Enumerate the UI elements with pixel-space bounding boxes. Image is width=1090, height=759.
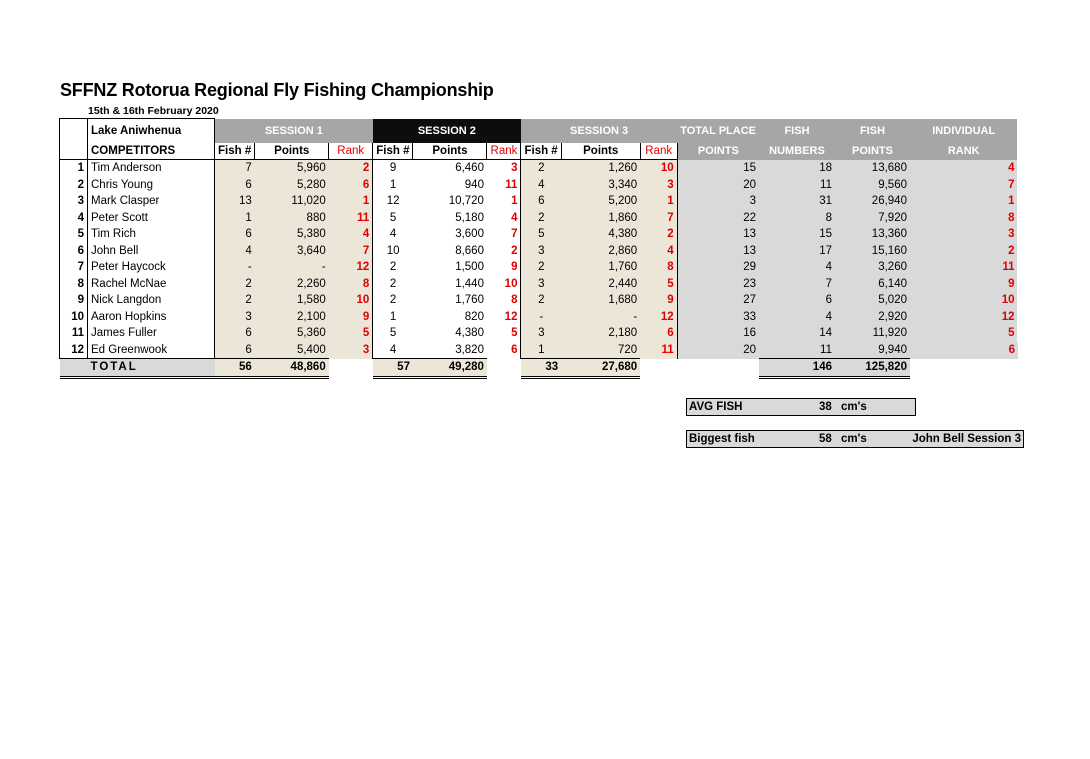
total-place-header-1: TOTAL PLACE xyxy=(677,119,759,143)
s3-points: 1,860 xyxy=(561,210,640,227)
s3-rank: 9 xyxy=(640,292,677,309)
total-place-points: 23 xyxy=(677,276,759,293)
s1-fish: 2 xyxy=(215,292,255,309)
s1-rank: 3 xyxy=(329,342,373,359)
s1-rank: 8 xyxy=(329,276,373,293)
s1-fish: 7 xyxy=(215,160,255,177)
fish-numbers-header-1: FISH xyxy=(759,119,835,143)
biggest-fish-unit: cm's xyxy=(841,433,867,445)
total-s1-points: 48,860 xyxy=(255,359,329,378)
total-place-points: 20 xyxy=(677,177,759,194)
s2-rank: 6 xyxy=(487,342,521,359)
s2-points: 3,820 xyxy=(455,343,484,356)
row-number: 4 xyxy=(60,210,88,227)
s1-points: 880 xyxy=(255,210,329,227)
session-3-header: SESSION 3 xyxy=(521,119,677,143)
s1-fish: 4 xyxy=(215,243,255,260)
s1-fish: 6 xyxy=(215,325,255,342)
s3-points: 4,380 xyxy=(561,226,640,243)
no-header xyxy=(60,143,88,160)
s1-rank: 6 xyxy=(329,177,373,194)
individual-rank-header-2: RANK xyxy=(910,143,1018,160)
s1-points: 5,380 xyxy=(255,226,329,243)
individual-rank: 6 xyxy=(910,342,1018,359)
competitor-name: Mark Clasper xyxy=(88,193,215,210)
s3-fish: 2 xyxy=(521,210,561,227)
fish-points: 7,920 xyxy=(835,210,910,227)
s3-rank: 4 xyxy=(640,243,677,260)
s2-rank: 9 xyxy=(487,259,521,276)
row-number: 12 xyxy=(60,342,88,359)
s1-fish: 3 xyxy=(215,309,255,326)
competitors-header: COMPETITORS xyxy=(88,143,215,160)
session-1-header: SESSION 1 xyxy=(215,119,373,143)
s2-points: 1,440 xyxy=(455,277,484,290)
s2-fish: 4 xyxy=(389,228,397,241)
s1-fish-header: Fish # xyxy=(215,143,255,160)
s3-fish: 3 xyxy=(521,325,561,342)
s2-rank: 7 xyxy=(487,226,521,243)
s3-points: 2,180 xyxy=(561,325,640,342)
s2-rank: 8 xyxy=(487,292,521,309)
s1-rank: 2 xyxy=(329,160,373,177)
s2-points: 8,660 xyxy=(455,244,484,257)
table-row xyxy=(60,160,1018,177)
s3-fish: 5 xyxy=(521,226,561,243)
s2-points: 3,600 xyxy=(455,228,484,241)
s1-points: 5,360 xyxy=(255,325,329,342)
biggest-fish-box xyxy=(686,430,1024,448)
fish-points: 3,260 xyxy=(835,259,910,276)
individual-rank: 1 xyxy=(910,193,1018,210)
s3-points-header: Points xyxy=(561,143,640,160)
competitor-name: Chris Young xyxy=(88,177,215,194)
total-place-points: 16 xyxy=(677,325,759,342)
biggest-fish-label: Biggest fish xyxy=(689,433,755,445)
s2-points: 1,760 xyxy=(455,294,484,307)
total-place-points: 20 xyxy=(677,342,759,359)
competitor-name: Rachel McNae xyxy=(88,276,215,293)
s3-rank: 10 xyxy=(640,160,677,177)
s2-points: 10,720 xyxy=(448,195,484,208)
individual-rank: 11 xyxy=(910,259,1018,276)
s3-rank: 3 xyxy=(640,177,677,194)
s2-fish: 12 xyxy=(386,195,400,208)
s1-rank: 12 xyxy=(329,259,373,276)
individual-rank: 5 xyxy=(910,325,1018,342)
individual-rank: 9 xyxy=(910,276,1018,293)
s1-points: 11,020 xyxy=(255,193,329,210)
s2-rank: 12 xyxy=(487,309,521,326)
s2-fish: 1 xyxy=(389,178,397,191)
corner-cell xyxy=(60,119,88,143)
s3-points: 3,340 xyxy=(561,177,640,194)
table-row xyxy=(60,243,1018,260)
fish-points: 9,940 xyxy=(835,342,910,359)
individual-rank-header-1: INDIVIDUAL xyxy=(910,119,1018,143)
avg-fish-label: AVG FISH xyxy=(689,401,743,413)
total-s3-points: 27,680 xyxy=(561,359,640,378)
s3-rank: 6 xyxy=(640,325,677,342)
s1-rank: 7 xyxy=(329,243,373,260)
total-place-points: 22 xyxy=(677,210,759,227)
row-number: 10 xyxy=(60,309,88,326)
s1-points: 1,580 xyxy=(255,292,329,309)
s2-rank: 3 xyxy=(487,160,521,177)
s2-fish-header: Fish # xyxy=(373,143,413,160)
individual-rank: 10 xyxy=(910,292,1018,309)
s2-rank: 11 xyxy=(487,177,521,194)
s1-fish: 6 xyxy=(215,342,255,359)
total-s2-fish: 57 xyxy=(373,359,413,378)
competitor-name: John Bell xyxy=(88,243,215,260)
fish-numbers: 6 xyxy=(759,292,835,309)
competitor-name: Tim Anderson xyxy=(88,160,215,177)
fish-numbers: 15 xyxy=(759,226,835,243)
s1-points: 5,400 xyxy=(255,342,329,359)
table-row xyxy=(60,226,1018,243)
results-table xyxy=(59,118,1018,379)
page-title: SFFNZ Rotorua Regional Fly Fishing Championship xyxy=(60,80,494,100)
row-number: 9 xyxy=(60,292,88,309)
biggest-fish-holder: John Bell Session 3 xyxy=(912,433,1021,445)
total-fish-points: 125,820 xyxy=(835,359,910,378)
row-number: 2 xyxy=(60,177,88,194)
s2-fish: 5 xyxy=(389,211,397,224)
row-number: 7 xyxy=(60,259,88,276)
s2-fish: 2 xyxy=(389,261,397,274)
competitor-name: Peter Scott xyxy=(88,210,215,227)
individual-rank: 4 xyxy=(910,160,1018,177)
fish-points: 13,360 xyxy=(835,226,910,243)
s2-fish: 10 xyxy=(386,244,400,257)
s1-rank-header: Rank xyxy=(329,143,373,160)
fish-numbers-header-2: NUMBERS xyxy=(759,143,835,160)
total-label: TOTAL xyxy=(88,359,215,378)
row-number: 5 xyxy=(60,226,88,243)
event-dates: 15th & 16th February 2020 xyxy=(88,105,219,117)
s1-rank: 1 xyxy=(329,193,373,210)
row-number: 11 xyxy=(60,325,88,342)
competitor-name: James Fuller xyxy=(88,325,215,342)
s2-fish: 1 xyxy=(389,310,397,323)
s3-rank: 2 xyxy=(640,226,677,243)
s2-points: 6,460 xyxy=(455,162,484,175)
table-row xyxy=(60,292,1018,309)
s3-fish: 6 xyxy=(521,193,561,210)
s3-fish: 3 xyxy=(521,276,561,293)
competitor-name: Aaron Hopkins xyxy=(88,309,215,326)
venue-label: Lake Aniwhenua xyxy=(88,119,215,143)
fish-numbers: 8 xyxy=(759,210,835,227)
s3-points: 1,260 xyxy=(561,160,640,177)
s1-fish: 1 xyxy=(215,210,255,227)
s3-fish: - xyxy=(521,309,561,326)
s1-points: - xyxy=(255,259,329,276)
individual-rank: 3 xyxy=(910,226,1018,243)
s2-points: 820 xyxy=(464,310,484,323)
s3-fish: 2 xyxy=(521,160,561,177)
total-place-points: 13 xyxy=(677,243,759,260)
s3-fish: 2 xyxy=(521,292,561,309)
avg-fish-unit: cm's xyxy=(841,401,867,413)
s2-rank: 5 xyxy=(487,325,521,342)
s2-rank-header: Rank xyxy=(487,143,521,160)
s3-fish: 1 xyxy=(521,342,561,359)
total-fish-numbers: 146 xyxy=(759,359,835,378)
fish-points: 2,920 xyxy=(835,309,910,326)
table-row xyxy=(60,342,1018,359)
s2-fish: 2 xyxy=(389,277,397,290)
individual-rank: 2 xyxy=(910,243,1018,260)
competitor-name: Tim Rich xyxy=(88,226,215,243)
individual-rank: 7 xyxy=(910,177,1018,194)
fish-numbers: 7 xyxy=(759,276,835,293)
fish-points: 26,940 xyxy=(835,193,910,210)
s3-points: 1,680 xyxy=(561,292,640,309)
s3-points: 1,760 xyxy=(561,259,640,276)
s2-points: 940 xyxy=(464,178,484,191)
fish-numbers: 11 xyxy=(759,342,835,359)
row-number: 1 xyxy=(60,160,88,177)
s3-rank: 1 xyxy=(640,193,677,210)
fish-points: 13,680 xyxy=(835,160,910,177)
fish-points: 5,020 xyxy=(835,292,910,309)
s3-rank: 7 xyxy=(640,210,677,227)
row-number: 3 xyxy=(60,193,88,210)
total-s1-fish: 56 xyxy=(215,359,255,378)
s1-rank: 10 xyxy=(329,292,373,309)
fish-points-header-1: FISH xyxy=(835,119,910,143)
avg-fish-box xyxy=(686,398,916,416)
s3-rank-header: Rank xyxy=(640,143,677,160)
s1-points: 5,960 xyxy=(255,160,329,177)
s2-fish: 4 xyxy=(389,343,397,356)
s1-fish: 6 xyxy=(215,226,255,243)
s3-fish-header: Fish # xyxy=(521,143,561,160)
s2-rank: 4 xyxy=(487,210,521,227)
competitor-name: Nick Langdon xyxy=(88,292,215,309)
s1-fish: - xyxy=(215,259,255,276)
fish-numbers: 4 xyxy=(759,309,835,326)
competitor-name: Ed Greenwook xyxy=(88,342,215,359)
s2-fish: 5 xyxy=(389,327,397,340)
total-place-points: 13 xyxy=(677,226,759,243)
total-place-points: 3 xyxy=(677,193,759,210)
fish-points-header-2: POINTS xyxy=(835,143,910,160)
s1-rank: 11 xyxy=(329,210,373,227)
table-row xyxy=(60,193,1018,210)
fish-points: 11,920 xyxy=(835,325,910,342)
s3-points: 2,440 xyxy=(561,276,640,293)
s1-fish: 13 xyxy=(215,193,255,210)
s3-points: 720 xyxy=(561,342,640,359)
s2-rank: 1 xyxy=(487,193,521,210)
s1-rank: 5 xyxy=(329,325,373,342)
fish-points: 6,140 xyxy=(835,276,910,293)
s2-points: 5,180 xyxy=(455,211,484,224)
total-s2-points: 49,280 xyxy=(413,359,487,378)
s1-points: 3,640 xyxy=(255,243,329,260)
s3-rank: 8 xyxy=(640,259,677,276)
total-s3-fish: 33 xyxy=(521,359,561,378)
s3-fish: 2 xyxy=(521,259,561,276)
s1-rank: 4 xyxy=(329,226,373,243)
table-row xyxy=(60,325,1018,342)
s1-fish: 2 xyxy=(215,276,255,293)
individual-rank: 8 xyxy=(910,210,1018,227)
biggest-fish-value: 58 xyxy=(819,433,832,445)
fish-numbers: 17 xyxy=(759,243,835,260)
total-place-points: 27 xyxy=(677,292,759,309)
fish-numbers: 4 xyxy=(759,259,835,276)
individual-rank: 12 xyxy=(910,309,1018,326)
s1-points: 2,100 xyxy=(255,309,329,326)
s3-points: 2,860 xyxy=(561,243,640,260)
table-row xyxy=(60,259,1018,276)
fish-points: 15,160 xyxy=(835,243,910,260)
s3-fish: 4 xyxy=(521,177,561,194)
fish-numbers: 31 xyxy=(759,193,835,210)
s2-fish: 2 xyxy=(389,294,397,307)
s2-points-header: Points xyxy=(413,143,487,160)
table-row xyxy=(60,177,1018,194)
table-row xyxy=(60,276,1018,293)
row-number: 6 xyxy=(60,243,88,260)
s1-rank: 9 xyxy=(329,309,373,326)
competitor-name: Peter Haycock xyxy=(88,259,215,276)
total-place-points: 33 xyxy=(677,309,759,326)
s1-points: 2,260 xyxy=(255,276,329,293)
s2-fish: 9 xyxy=(389,162,397,175)
s1-fish: 6 xyxy=(215,177,255,194)
table-row xyxy=(60,309,1018,326)
fish-numbers: 14 xyxy=(759,325,835,342)
total-place-points: 29 xyxy=(677,259,759,276)
s1-points-header: Points xyxy=(255,143,329,160)
avg-fish-value: 38 xyxy=(819,401,832,413)
s2-points: 1,500 xyxy=(455,261,484,274)
s3-rank: 5 xyxy=(640,276,677,293)
fish-numbers: 18 xyxy=(759,160,835,177)
session-2-header: SESSION 2 xyxy=(373,119,521,143)
s3-rank: 12 xyxy=(640,309,677,326)
s2-points: 4,380 xyxy=(455,327,484,340)
s3-rank: 11 xyxy=(640,342,677,359)
s2-rank: 2 xyxy=(487,243,521,260)
total-place-points: 15 xyxy=(677,160,759,177)
s3-points: 5,200 xyxy=(561,193,640,210)
s3-fish: 3 xyxy=(521,243,561,260)
s2-rank: 10 xyxy=(487,276,521,293)
s3-points: - xyxy=(561,309,640,326)
row-number: 8 xyxy=(60,276,88,293)
s1-points: 5,280 xyxy=(255,177,329,194)
fish-points: 9,560 xyxy=(835,177,910,194)
fish-numbers: 11 xyxy=(759,177,835,194)
total-place-header-2: POINTS xyxy=(677,143,759,160)
table-row xyxy=(60,210,1018,227)
